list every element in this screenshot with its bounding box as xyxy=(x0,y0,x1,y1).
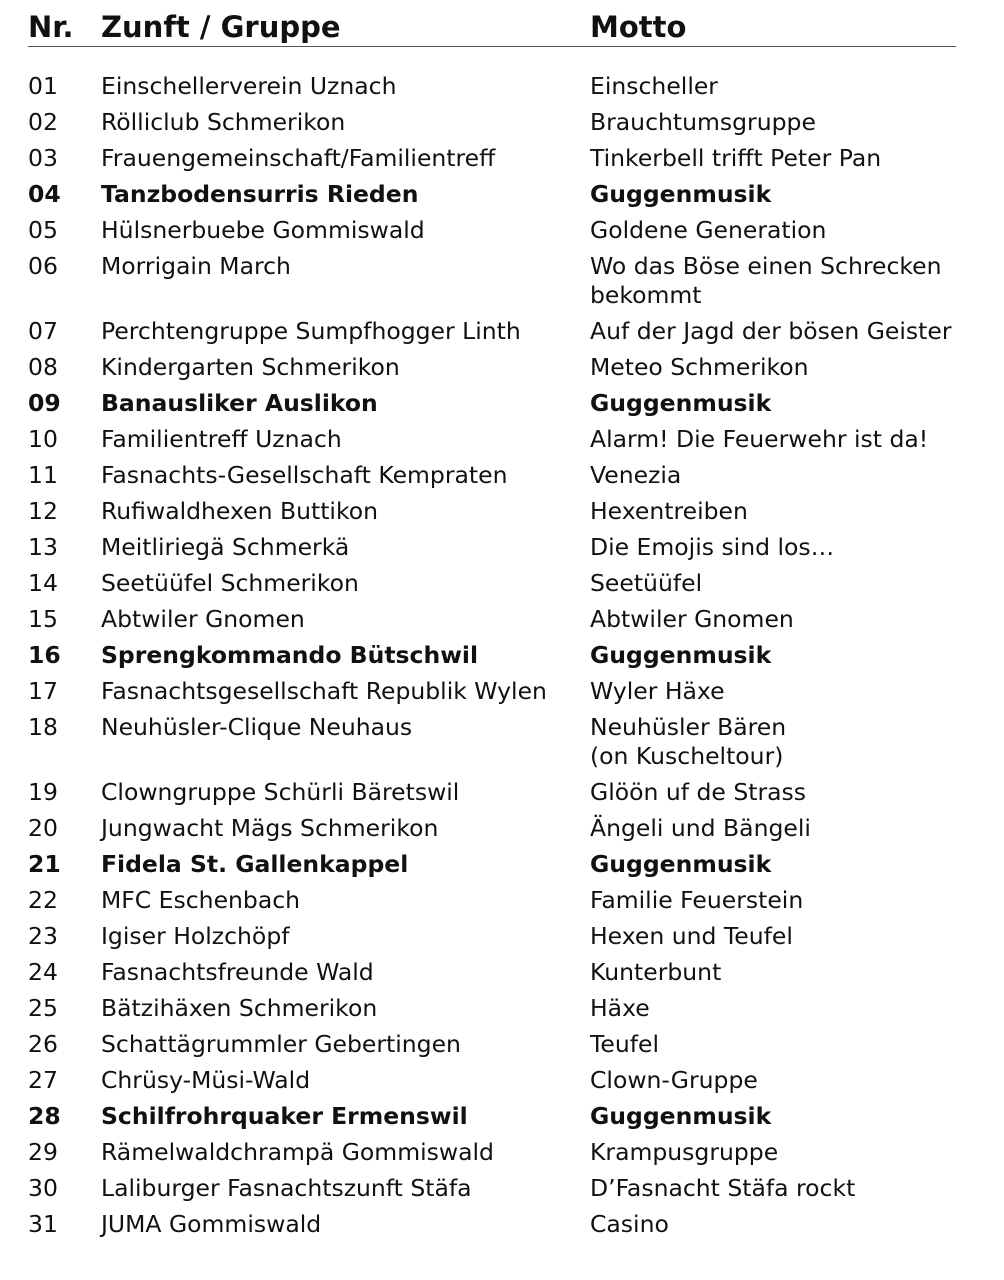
row-motto xyxy=(590,425,988,454)
row-group-name: Perchtengruppe Sumpfhogger Linth xyxy=(101,317,521,345)
row-motto-line: Wo das Böse einen Schrecken xyxy=(590,252,942,280)
row-motto-line: Hexentreiben xyxy=(590,497,748,525)
row-motto-line: Familie Feuerstein xyxy=(590,886,804,914)
row-number: 23 xyxy=(28,922,58,950)
row-number: 22 xyxy=(28,886,58,914)
row-number: 14 xyxy=(28,569,58,597)
row-motto xyxy=(590,1210,988,1239)
table-row xyxy=(28,847,988,883)
row-number: 15 xyxy=(28,605,58,633)
row-group-name: Einschellerverein Uznach xyxy=(101,72,397,100)
row-number: 12 xyxy=(28,497,58,525)
row-group-name: Fasnachtsfreunde Wald xyxy=(101,958,374,986)
row-group-name: Frauengemeinschaft/Familientreff xyxy=(101,144,496,172)
table-row xyxy=(28,69,988,105)
row-motto-line: Guggenmusik xyxy=(590,641,772,669)
row-motto xyxy=(590,72,988,101)
row-group-name: Fasnachtsgesellschaft Republik Wylen xyxy=(101,677,547,705)
row-number: 16 xyxy=(28,641,61,669)
table-row xyxy=(28,458,988,494)
table-row xyxy=(28,422,988,458)
row-motto-line: Meteo Schmerikon xyxy=(590,353,809,381)
row-motto xyxy=(590,1102,988,1131)
participant-list xyxy=(28,69,988,1243)
row-number: 30 xyxy=(28,1174,58,1202)
table-row xyxy=(28,883,988,919)
row-motto xyxy=(590,605,988,634)
row-group-name: Igiser Holzchöpf xyxy=(101,922,290,950)
column-header-nr: Nr. xyxy=(28,10,74,44)
row-group-name: Fidela St. Gallenkappel xyxy=(101,850,409,878)
table-row xyxy=(28,955,988,991)
table-row xyxy=(28,566,988,602)
row-motto xyxy=(590,180,988,209)
row-motto xyxy=(590,389,988,418)
row-group-name: MFC Eschenbach xyxy=(101,886,301,914)
row-motto xyxy=(590,144,988,173)
table-row xyxy=(28,638,988,674)
row-group-name: Jungwacht Mägs Schmerikon xyxy=(101,814,439,842)
row-motto xyxy=(590,533,988,562)
row-group-name: Rufiwaldhexen Buttikon xyxy=(101,497,378,525)
table-row xyxy=(28,350,988,386)
row-motto-line: Tinkerbell trifft Peter Pan xyxy=(590,144,882,172)
table-row xyxy=(28,674,988,710)
row-group-name: Banausliker Auslikon xyxy=(101,389,378,417)
row-motto xyxy=(590,850,988,879)
row-group-name: Bätzihäxen Schmerikon xyxy=(101,994,378,1022)
row-motto-line: Casino xyxy=(590,1210,669,1238)
row-motto-line: Hexen und Teufel xyxy=(590,922,793,950)
row-number: 26 xyxy=(28,1030,58,1058)
row-number: 27 xyxy=(28,1066,58,1094)
row-number: 11 xyxy=(28,461,58,489)
row-motto-line: Die Emojis sind los… xyxy=(590,533,835,561)
row-motto-line: (on Kuscheltour) xyxy=(590,742,784,770)
row-group-name: Hülsnerbuebe Gommiswald xyxy=(101,216,425,244)
row-motto-line: Ängeli und Bängeli xyxy=(590,814,811,842)
row-motto-line: Seetüüfel xyxy=(590,569,703,597)
row-number: 28 xyxy=(28,1102,61,1130)
row-motto xyxy=(590,994,988,1023)
row-group-name: Meitliriegä Schmerkä xyxy=(101,533,350,561)
row-motto-line: Goldene Generation xyxy=(590,216,827,244)
row-motto-line: Auf der Jagd der bösen Geister xyxy=(590,317,952,345)
column-header-group: Zunft / Gruppe xyxy=(101,10,341,44)
row-number: 18 xyxy=(28,713,58,741)
row-group-name: Abtwiler Gnomen xyxy=(101,605,305,633)
row-number: 05 xyxy=(28,216,58,244)
row-motto-line: Guggenmusik xyxy=(590,850,772,878)
row-number: 09 xyxy=(28,389,61,417)
row-group-name: Morrigain March xyxy=(101,252,291,280)
row-motto xyxy=(590,886,988,915)
row-group-name: Familientreff Uznach xyxy=(101,425,342,453)
row-motto-line: Abtwiler Gnomen xyxy=(590,605,794,633)
row-motto xyxy=(590,814,988,843)
row-group-name: Tanzbodensurris Rieden xyxy=(101,180,419,208)
row-number: 03 xyxy=(28,144,58,172)
row-motto xyxy=(590,641,988,670)
row-number: 17 xyxy=(28,677,58,705)
row-number: 25 xyxy=(28,994,58,1022)
row-group-name: Neuhüsler-Clique Neuhaus xyxy=(101,713,413,741)
row-group-name: Kindergarten Schmerikon xyxy=(101,353,400,381)
row-group-name: Clowngruppe Schürli Bäretswil xyxy=(101,778,460,806)
table-row xyxy=(28,249,988,314)
row-number: 29 xyxy=(28,1138,58,1166)
table-row xyxy=(28,1135,988,1171)
row-motto-line: Krampusgruppe xyxy=(590,1138,779,1166)
row-group-name: Rämelwaldchrampä Gommiswald xyxy=(101,1138,494,1166)
row-number: 19 xyxy=(28,778,58,806)
row-motto xyxy=(590,1030,988,1059)
row-number: 02 xyxy=(28,108,58,136)
row-number: 21 xyxy=(28,850,61,878)
row-number: 01 xyxy=(28,72,58,100)
row-motto xyxy=(590,216,988,245)
row-motto xyxy=(590,317,988,346)
row-motto xyxy=(590,569,988,598)
table-header xyxy=(28,6,956,47)
table-row xyxy=(28,602,988,638)
row-motto-line: Teufel xyxy=(590,1030,659,1058)
row-group-name: Schilfrohrquaker Ermenswil xyxy=(101,1102,468,1130)
row-motto xyxy=(590,677,988,706)
table-row xyxy=(28,991,988,1027)
row-motto-line: bekommt xyxy=(590,281,702,309)
row-number: 10 xyxy=(28,425,58,453)
row-motto-line: Einscheller xyxy=(590,72,718,100)
row-motto-line: Brauchtumsgruppe xyxy=(590,108,816,136)
row-motto xyxy=(590,958,988,987)
row-number: 06 xyxy=(28,252,58,280)
table-row xyxy=(28,141,988,177)
row-motto-line: Glöön uf de Strass xyxy=(590,778,807,806)
row-number: 04 xyxy=(28,180,61,208)
row-motto xyxy=(590,497,988,526)
row-number: 13 xyxy=(28,533,58,561)
row-motto xyxy=(590,1066,988,1095)
row-motto-line: Neuhüsler Bären xyxy=(590,713,787,741)
table-row xyxy=(28,1171,988,1207)
table-row xyxy=(28,494,988,530)
table-row xyxy=(28,1063,988,1099)
row-motto xyxy=(590,922,988,951)
row-motto-line: D’Fasnacht Stäfa rockt xyxy=(590,1174,856,1202)
row-motto-line: Clown-Gruppe xyxy=(590,1066,758,1094)
table-row xyxy=(28,1027,988,1063)
table-row xyxy=(28,811,988,847)
row-motto-line: Kunterbunt xyxy=(590,958,722,986)
table-row xyxy=(28,919,988,955)
table-row xyxy=(28,1099,988,1135)
row-group-name: JUMA Gommiswald xyxy=(101,1210,322,1238)
row-motto xyxy=(590,252,988,310)
row-group-name: Sprengkommando Bütschwil xyxy=(101,641,479,669)
row-group-name: Seetüüfel Schmerikon xyxy=(101,569,359,597)
table-row xyxy=(28,213,988,249)
row-number: 31 xyxy=(28,1210,58,1238)
row-motto xyxy=(590,108,988,137)
row-motto xyxy=(590,1138,988,1167)
table-row xyxy=(28,105,988,141)
row-group-name: Fasnachts-Gesellschaft Kempraten xyxy=(101,461,508,489)
table-row xyxy=(28,177,988,213)
row-motto-line: Wyler Häxe xyxy=(590,677,725,705)
row-motto-line: Häxe xyxy=(590,994,650,1022)
row-motto xyxy=(590,1174,988,1203)
table-row xyxy=(28,1207,988,1243)
row-motto-line: Guggenmusik xyxy=(590,1102,772,1130)
table-row xyxy=(28,314,988,350)
row-number: 08 xyxy=(28,353,58,381)
row-group-name: Schattägrummler Gebertingen xyxy=(101,1030,461,1058)
row-group-name: Laliburger Fasnachtszunft Stäfa xyxy=(101,1174,472,1202)
row-number: 20 xyxy=(28,814,58,842)
row-motto xyxy=(590,713,988,771)
row-motto-line: Venezia xyxy=(590,461,682,489)
row-motto-line: Alarm! Die Feuerwehr ist da! xyxy=(590,425,929,453)
row-number: 07 xyxy=(28,317,58,345)
row-group-name: Rölliclub Schmerikon xyxy=(101,108,346,136)
table-row xyxy=(28,530,988,566)
table-row xyxy=(28,710,988,775)
table-row xyxy=(28,386,988,422)
row-motto-line: Guggenmusik xyxy=(590,389,772,417)
row-group-name: Chrüsy-Müsi-Wald xyxy=(101,1066,311,1094)
row-motto xyxy=(590,461,988,490)
table-row xyxy=(28,775,988,811)
row-motto-line: Guggenmusik xyxy=(590,180,772,208)
column-header-motto: Motto xyxy=(590,10,687,44)
row-motto xyxy=(590,778,988,807)
row-number: 24 xyxy=(28,958,58,986)
row-motto xyxy=(590,353,988,382)
